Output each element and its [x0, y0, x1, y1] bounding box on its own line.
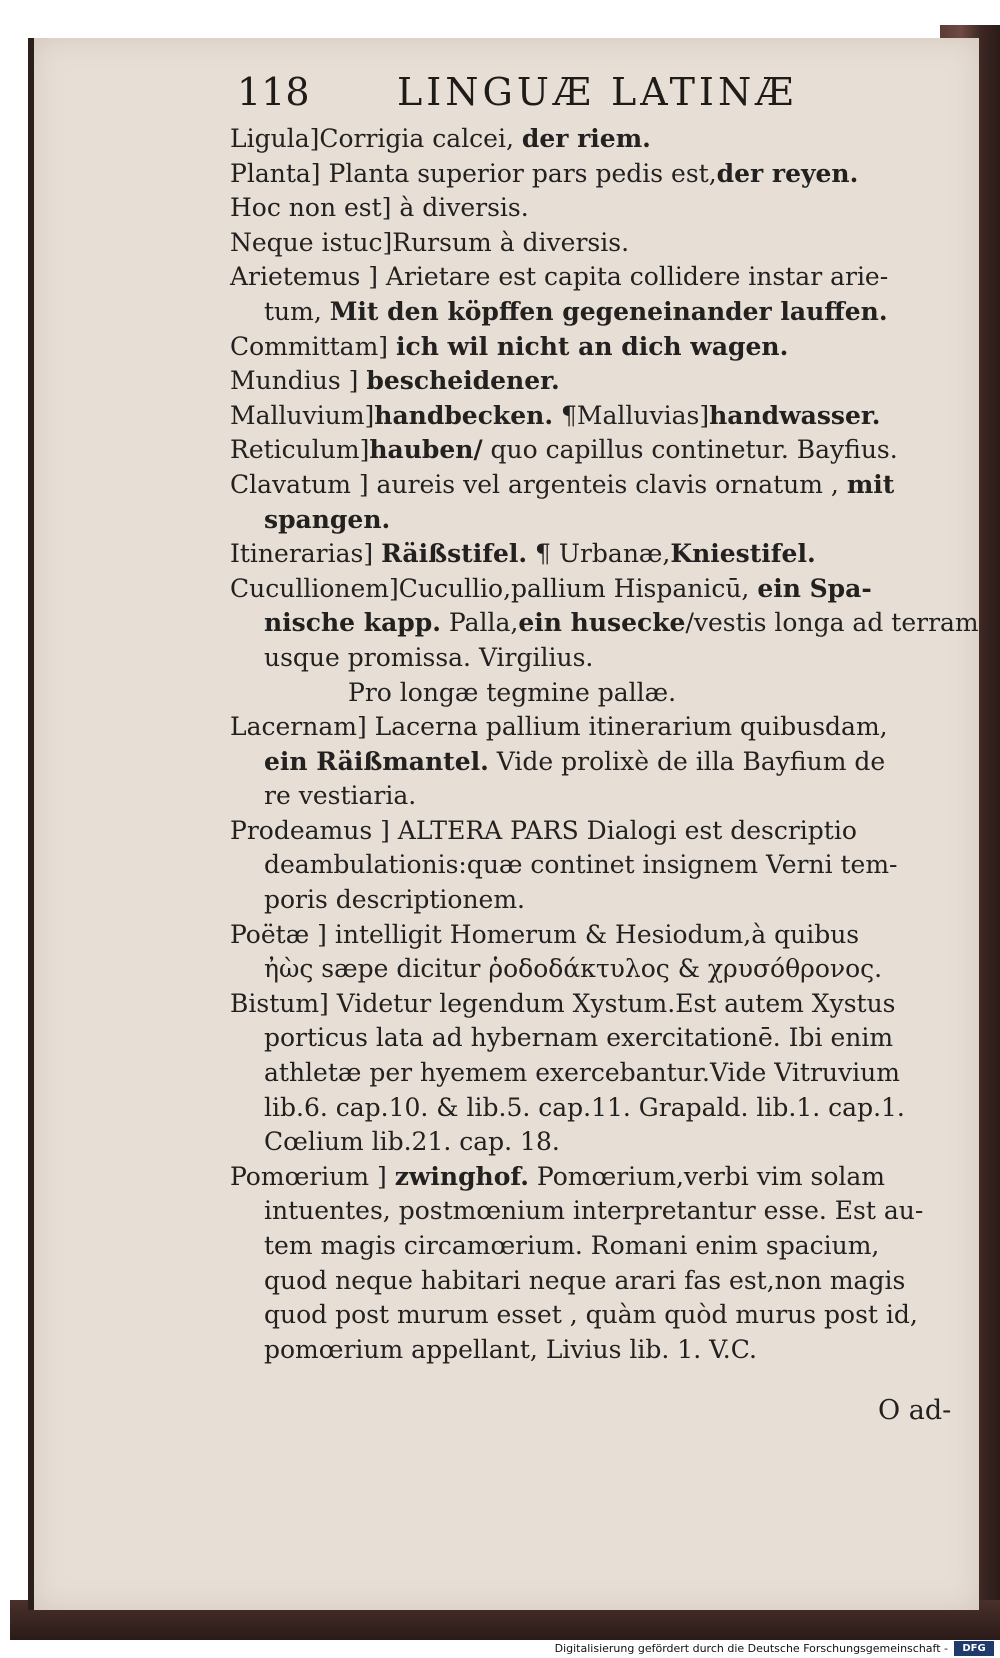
text-line [230, 710, 930, 745]
latin-text: Clavatum ] aureis vel argenteis clavis ornatum , [230, 469, 847, 499]
latin-text: Committam] [230, 331, 396, 361]
latin-text: athletæ per hyemem exercebantur.Vide Vitruvium [264, 1058, 900, 1088]
text-line [230, 814, 930, 849]
text-line [230, 1194, 930, 1229]
running-head [237, 70, 957, 118]
latin-text: quod post murum esset , quàm quòd murus post id, [264, 1300, 918, 1330]
text-line [230, 468, 930, 503]
latin-text: Vide prolixè de illa Bayfium de [488, 746, 886, 776]
text-line [230, 572, 930, 607]
german-gloss: ein Spa- [757, 573, 872, 603]
latin-text: ¶ Urbanæ, [527, 539, 671, 569]
latin-text: Arietemus ] Arietare est capita collidere instar arie- [230, 262, 889, 292]
latin-text: quo capillus continetur. Bayfius. [482, 435, 898, 465]
page-text [230, 122, 979, 1367]
latin-text: tum, [264, 296, 330, 326]
text-line [230, 191, 930, 226]
german-gloss: der reyen. [716, 158, 859, 188]
text-line [230, 606, 979, 641]
latin-text: Lacernam] Lacerna pallium itinerarium quibusdam, [230, 712, 888, 742]
latin-text: Prodeamus ] ALTERA PARS Dialogi est descriptio [230, 815, 857, 845]
latin-text: quod neque habitari neque arari fas est,non magis [264, 1265, 906, 1295]
latin-text: Cucullionem]Cucullio,pallium Hispanicū, [230, 573, 758, 603]
latin-text: Cœlium lib.21. cap. 18. [264, 1127, 560, 1157]
running-title: LINGUÆ LATINÆ [397, 70, 798, 114]
text-line [230, 503, 930, 538]
latin-text: Bistum] Videtur legendum Xystum.Est autem Xystus [230, 988, 896, 1018]
latin-text: Palla, [440, 608, 519, 638]
text-line [230, 745, 930, 780]
german-gloss: Kniestifel. [670, 539, 816, 569]
text-line [230, 641, 930, 676]
text-line [230, 1091, 930, 1126]
latin-text: lib.6. cap.10. & lib.5. cap.11. Grapald. lib.1. cap.1. [264, 1092, 905, 1122]
text-line [230, 676, 930, 711]
footer-credit: Digitalisierung gefördert durch die Deutsche Forschungsgemeinschaft - [554, 1642, 948, 1655]
german-gloss: nische kapp. [264, 608, 441, 638]
german-gloss: handwasser. [709, 400, 881, 430]
latin-text: Poëtæ ] intelligit Homerum & Hesiodum,à quibus [230, 919, 860, 949]
text-line [230, 1125, 930, 1160]
latin-text: Pomœrium ] [230, 1161, 395, 1191]
latin-text: Neque istuc]Rursum à diversis. [230, 227, 630, 257]
text-line [230, 157, 930, 192]
text-line [230, 260, 930, 295]
text-line [230, 779, 930, 814]
german-gloss: zwinghof. [394, 1161, 529, 1191]
latin-text: /vestis longa ad terram [685, 608, 979, 638]
text-line [230, 1298, 930, 1333]
german-gloss: mit [846, 469, 895, 499]
catchword: O ad- [878, 1395, 952, 1426]
text-line [230, 433, 930, 468]
latin-text: deambulationis:quæ continet insignem Verni tem- [264, 850, 898, 880]
latin-text: pomœrium appellant, Livius lib. 1. V.C. [264, 1334, 757, 1364]
text-line [230, 537, 930, 572]
text-line [230, 122, 930, 157]
text-line [230, 1333, 930, 1368]
latin-text: intuentes, postmœnium interpretantur esse. Est au- [264, 1196, 924, 1226]
text-line [230, 1056, 930, 1091]
latin-text: Malluvium] [230, 400, 375, 430]
text-line [230, 918, 930, 953]
text-line [230, 226, 930, 261]
latin-text: Reticulum] [230, 435, 370, 465]
german-gloss: Räißstifel. [381, 539, 528, 569]
german-gloss: hauben/ [369, 435, 483, 465]
latin-text: usque promissa. Virgilius. [264, 642, 594, 672]
latin-text: Planta] Planta superior pars pedis est, [230, 158, 717, 188]
text-line [230, 848, 930, 883]
latin-text: poris descriptionem. [264, 885, 525, 915]
text-line [230, 295, 930, 330]
german-gloss: ein Räißmantel. [264, 746, 489, 776]
text-line [230, 330, 930, 365]
latin-text: ἠὼς sæpe dicitur ῥοδοδάκτυλος & χρυσόθρονος. [264, 954, 883, 984]
text-line [230, 1229, 930, 1264]
latin-text: Mundius ] [230, 366, 367, 396]
latin-text: Itinerarias] [230, 539, 382, 569]
latin-text: Hoc non est] à diversis. [230, 193, 529, 223]
german-gloss: ich wil nicht an dich wagen. [396, 331, 789, 361]
text-line [230, 399, 930, 434]
german-gloss: bescheidener. [366, 366, 560, 396]
dfg-logo: DFG [954, 1641, 994, 1656]
latin-text: Pro longæ tegmine pallæ. [348, 677, 677, 707]
text-line [230, 364, 930, 399]
text-line [230, 883, 930, 918]
german-gloss: handbecken. [374, 400, 554, 430]
latin-text: Pomœrium,verbi vim solam [528, 1161, 885, 1191]
page-number: 118 [237, 70, 310, 114]
text-line [230, 952, 930, 987]
text-line [230, 1160, 930, 1195]
german-gloss: Mit den köpffen gegeneinander lauffen. [329, 296, 888, 326]
german-gloss: spangen. [264, 504, 391, 534]
latin-text: ¶Malluvias] [553, 400, 710, 430]
latin-text: tem magis circamœrium. Romani enim spacium, [264, 1231, 880, 1260]
german-gloss: der riem. [521, 124, 651, 153]
text-line [230, 987, 930, 1022]
text-line [230, 1264, 930, 1299]
latin-text: re vestiaria. [264, 781, 417, 811]
latin-text: porticus lata ad hybernam exercitationē. Ibi enim [264, 1023, 894, 1053]
text-line [230, 1021, 930, 1056]
latin-text: Ligula]Corrigia calcei, [230, 124, 522, 153]
german-gloss: ein husecke [518, 608, 686, 638]
